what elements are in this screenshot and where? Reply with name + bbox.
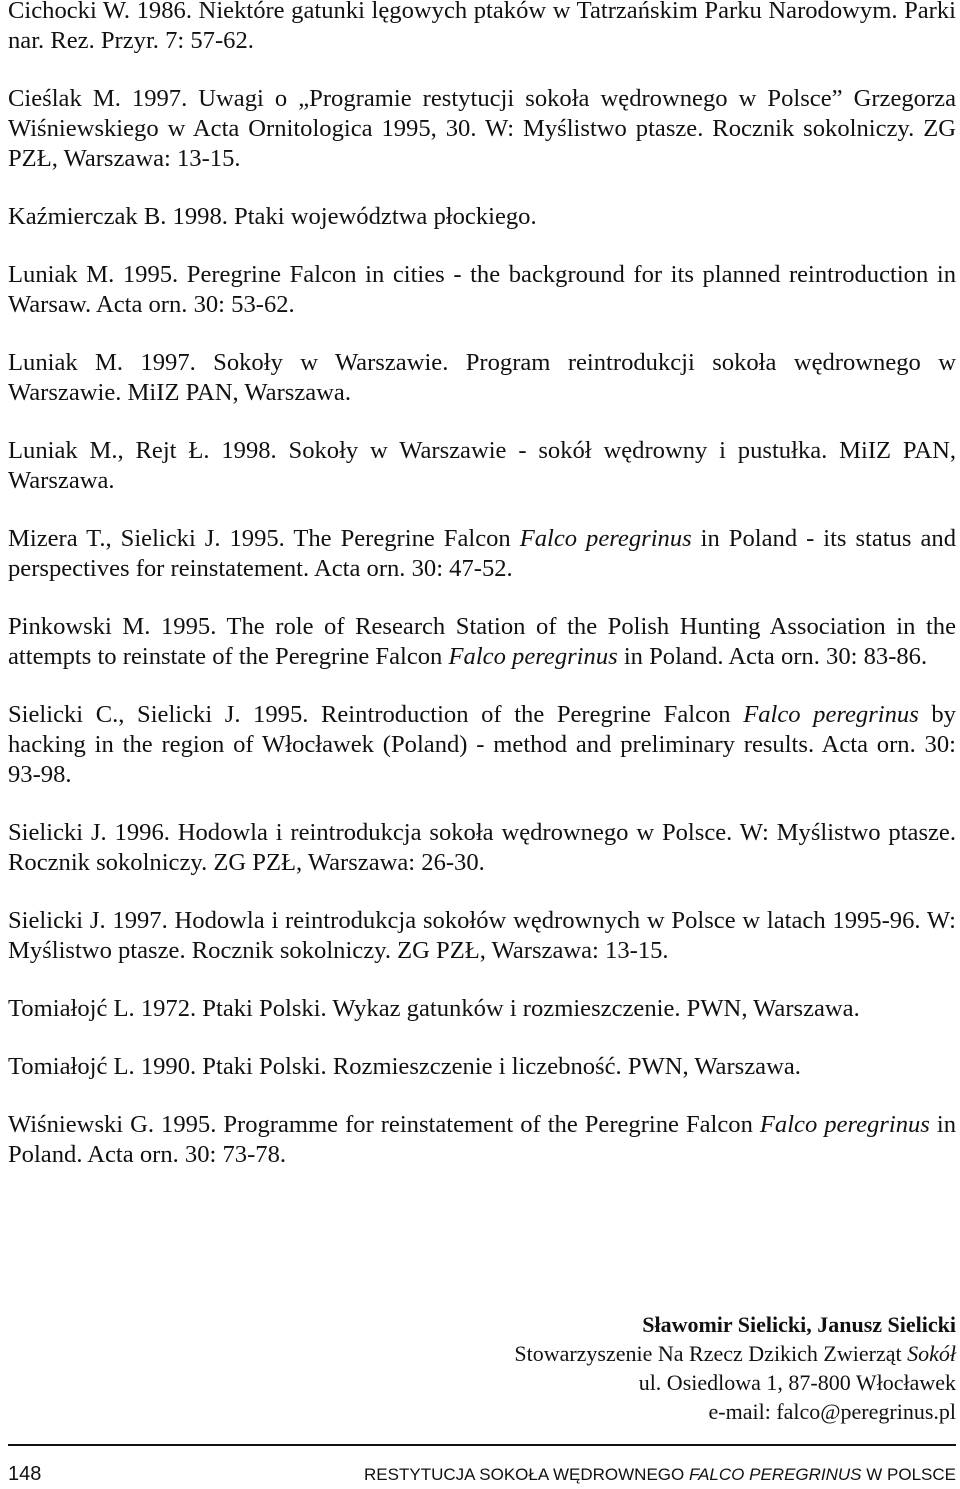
species-name: Falco peregrinus bbox=[519, 525, 692, 552]
reference-entry: Tomiałojć L. 1972. Ptaki Polski. Wykaz gatunków i rozmieszczenie. PWN, Warszawa. bbox=[8, 995, 860, 1022]
reference-entry bbox=[8, 524, 956, 584]
reference-entry: Cichocki W. 1986. Niektóre gatunki lęgowych ptaków w Tatrzańskim Parku Narodowym. Parki nar. Rez. Przyr. 7: 57-62. bbox=[8, 0, 956, 54]
reference-text: Sielicki C., Sielicki J. 1995. Reintroduction of the Peregrine Falcon bbox=[8, 701, 744, 728]
reference-text: in Poland. Acta orn. 30: 83-86. bbox=[617, 643, 928, 670]
reference-entry: Kaźmierczak B. 1998. Ptaki województwa płockiego. bbox=[8, 203, 537, 230]
organization-name: Stowarzyszenie Na Rzecz Dzikich Zwierząt bbox=[514, 1341, 908, 1366]
reference-text: in Poland - its status and perspectives for reinstatement. Acta orn. 30: 47-52. bbox=[8, 525, 956, 582]
page-number: 148 bbox=[8, 1463, 42, 1485]
footer-title-text: W POLSCE bbox=[861, 1465, 956, 1484]
reference-entry: Tomiałojć L. 1990. Ptaki Polski. Rozmieszczenie i liczebność. PWN, Warszawa. bbox=[8, 1053, 801, 1080]
organization-name-italic: Sokół bbox=[907, 1341, 956, 1366]
reference-text: Mizera T., Sielicki J. 1995. The Peregrine Falcon bbox=[8, 525, 520, 552]
organization bbox=[514, 1339, 956, 1368]
footer-title-italic: FALCO PEREGRINUS bbox=[688, 1465, 862, 1484]
reference-text: Wiśniewski G. 1995. Programme for reinstatement of the Peregrine Falcon bbox=[8, 1111, 760, 1138]
reference-entry: Sielicki J. 1996. Hodowla i reintrodukcja sokoła wędrownego w Polsce. W: Myślistwo ptasze. Rocznik sokolniczy. ZG PZŁ, Warszawa: 26-30. bbox=[8, 819, 956, 876]
reference-entry: Cieślak M. 1997. Uwagi o „Programie restytucji sokoła wędrownego w Polsce” Grzegorza Wiśniewskiego w Acta Ornitologica 1995, 30. W: Myślistwo ptasze. Rocznik sokolniczy. ZG PZŁ, Warszawa: 13-15. bbox=[8, 85, 956, 172]
species-name: Falco peregrinus bbox=[743, 701, 919, 728]
reference-entry bbox=[8, 1110, 956, 1170]
footer-divider bbox=[8, 1444, 956, 1446]
reference-text: Pinkowski M. 1995. The role of Research Station of the Polish Hunting Association in the attempts to reinstate of the Peregrine Falcon bbox=[8, 613, 956, 670]
species-name: Falco peregrinus bbox=[448, 643, 618, 670]
footer-title-text: RESTYTUCJA SOKOŁA WĘDROWNEGO bbox=[364, 1465, 689, 1484]
postal-address: ul. Osiedlowa 1, 87-800 Włocławek bbox=[638, 1370, 956, 1395]
reference-entry bbox=[8, 700, 956, 790]
running-footer-title bbox=[364, 1464, 956, 1486]
reference-text: by hacking in the region of Włocławek (Poland) - method and preliminary results. Acta orn. 30: 93-98. bbox=[8, 701, 956, 788]
email-address: e-mail: falco@peregrinus.pl bbox=[708, 1399, 956, 1424]
reference-entry: Luniak M. 1997. Sokoły w Warszawie. Program reintrodukcji sokoła wędrownego w Warszawie. MiIZ PAN, Warszawa. bbox=[8, 349, 956, 406]
reference-entry: Luniak M., Rejt Ł. 1998. Sokoły w Warszawie - sokół wędrowny i pustułka. MiIZ PAN, Warszawa. bbox=[8, 437, 956, 494]
reference-entry: Luniak M. 1995. Peregrine Falcon in cities - the background for its planned reintroduction in Warsaw. Acta orn. 30: 53-62. bbox=[8, 261, 956, 318]
reference-text: in Poland. Acta orn. 30: 73-78. bbox=[8, 1111, 957, 1168]
author-names: Sławomir Sielicki, Janusz Sielicki bbox=[642, 1312, 956, 1337]
reference-entry bbox=[8, 612, 956, 672]
reference-entry: Sielicki J. 1997. Hodowla i reintrodukcja sokołów wędrownych w Polsce w latach 1995-96. W: Myślistwo ptasze. Rocznik sokolniczy. ZG PZŁ, Warszawa: 13-15. bbox=[8, 907, 956, 964]
author-affiliation bbox=[514, 1310, 956, 1426]
references-list bbox=[8, 0, 956, 1170]
species-name: Falco peregrinus bbox=[759, 1111, 930, 1138]
